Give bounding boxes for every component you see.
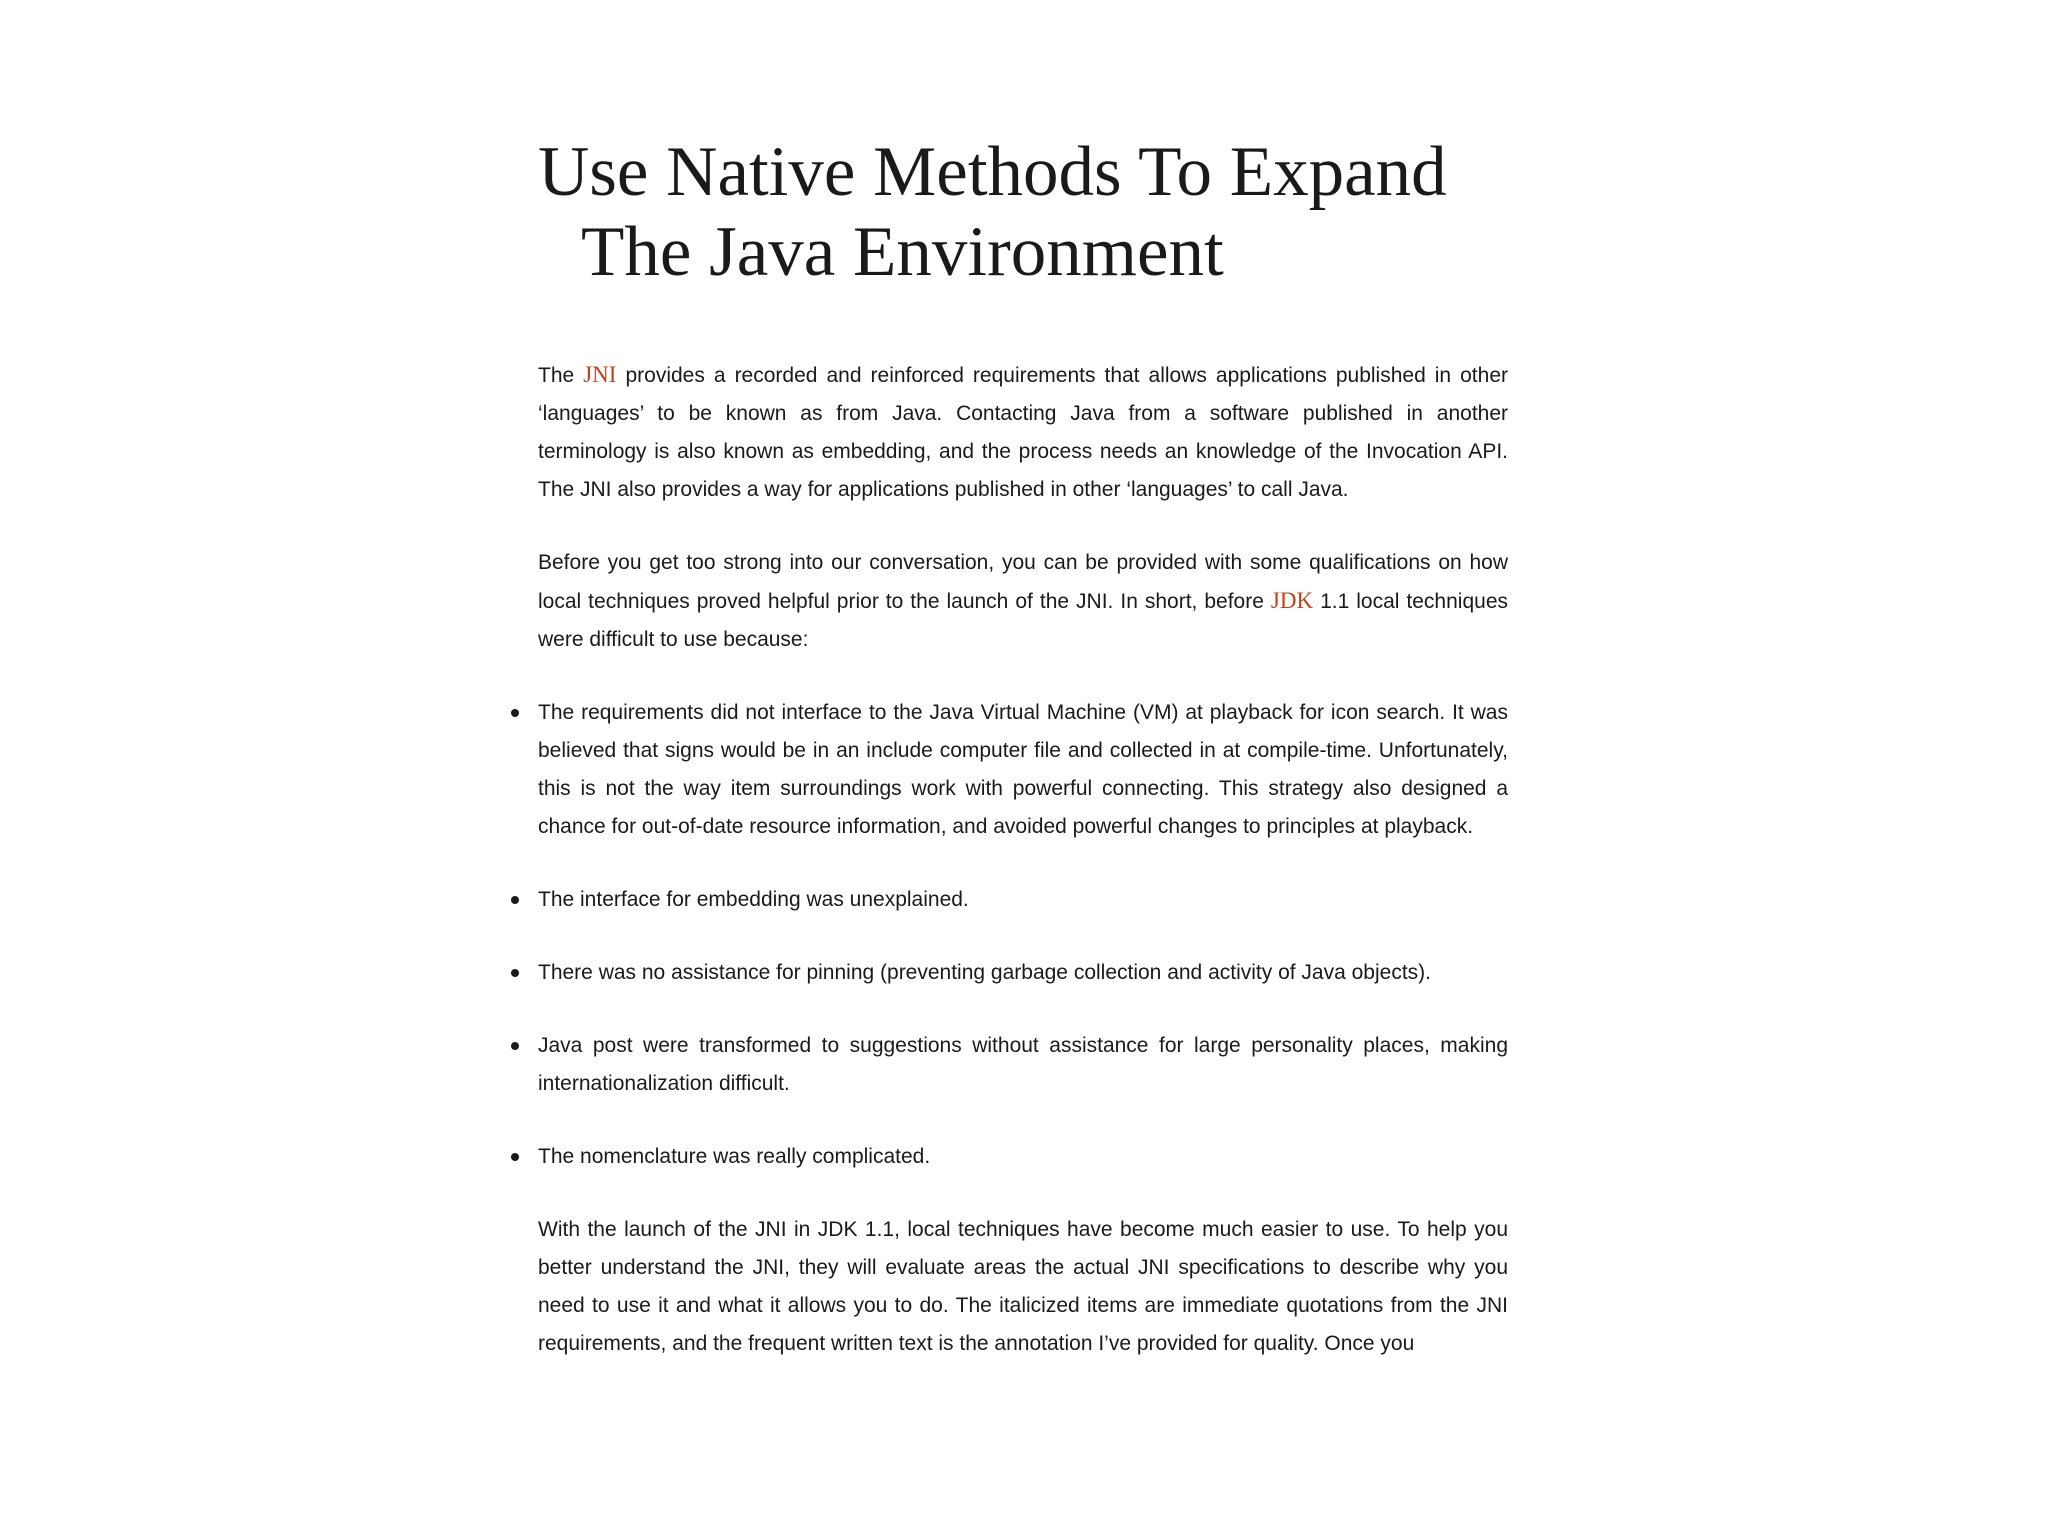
list-item: There was no assistance for pinning (preventing garbage collection and activity of Java objects). [538, 954, 1508, 992]
paragraph-text: The [538, 364, 584, 387]
jdk-link[interactable]: JDK [1270, 588, 1314, 613]
list-item: The interface for embedding was unexplained. [538, 881, 1508, 919]
article [538, 132, 1508, 1398]
problems-list [538, 694, 1508, 1176]
paragraph-jdk11: With the launch of the JNI in JDK 1.1, local techniques have become much easier to use. To help you better understand the JNI, they will evaluate areas the actual JNI specifications to describe why you need to use it and what it allows you to do. The italicized items are immediate quotations from the JNI requirements, and the frequent written text is the annotation I’ve provided for quality. Once you [538, 1218, 1508, 1355]
list-item: The requirements did not interface to the Java Virtual Machine (VM) at playback for icon search. It was believed that signs would be in an include computer file and collected in at compile-time. Unfortunately, this is not the way item surroundings work with powerful connecting. This strategy also designed a chance for out-of-date resource information, and avoided powerful changes to principles at playback. [538, 694, 1508, 846]
paragraph-text: 1.1 local techniques were difficult to use because: [538, 590, 1508, 651]
title-line-1: Use Native Methods To Expand [538, 133, 1447, 211]
jni-link[interactable]: JNI [583, 362, 617, 387]
paragraph-text: Before you get too strong into our conversation, you can be provided with some qualifications on how local techniques proved helpful prior to the launch of the JNI. In short, before [538, 551, 1508, 613]
paragraph-text: provides a recorded and reinforced requirements that allows applications published in other ‘languages’ to be known as from Java. Contacting Java from a software published in another terminology is also known as embedding, and the process needs an knowledge of the Invocation API. The JNI also provides a way for applications published in other ‘languages’ to call Java. [538, 364, 1508, 501]
page-title [538, 132, 1508, 292]
list-item: The nomenclature was really complicated. [538, 1138, 1508, 1176]
paragraph-history [538, 544, 1508, 659]
list-item: Java post were transformed to suggestions without assistance for large personality places, making internationalization difficult. [538, 1027, 1508, 1103]
paragraph-intro [538, 356, 1508, 509]
title-line-2: The Java Environment [581, 213, 1224, 291]
